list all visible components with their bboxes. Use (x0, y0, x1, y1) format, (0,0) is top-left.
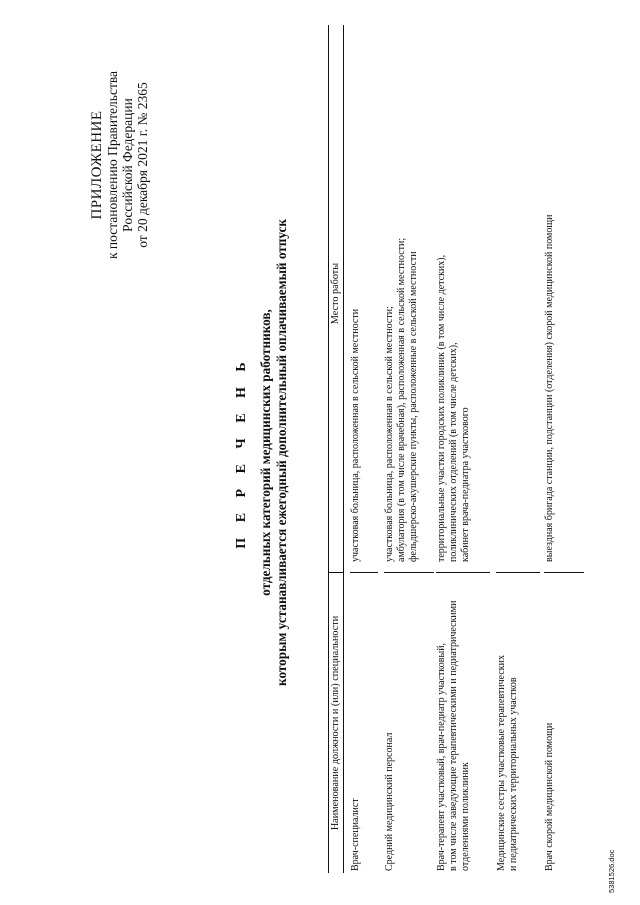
table-row (434, 25, 490, 873)
appendix-line-3: от 20 декабря 2021 г. № 2365 (135, 82, 150, 248)
workplace-text: амбулатория (в том числе врачебная), расположенная в сельской местности; (396, 237, 407, 562)
table-row (344, 25, 378, 873)
position-text: в том числе заведующие терапевтическими и педиатрическими (448, 600, 459, 871)
appendix-block (90, 0, 150, 330)
document-subtitle-2: которым устанавливается ежегодный дополнительный оплачиваемый отпуск (274, 219, 289, 686)
position-cell (544, 573, 584, 873)
workplace-text: фельдшерско-акушерские пункты, расположенные в сельской местности (408, 251, 419, 562)
workplace-cell (544, 25, 584, 573)
workplace-cell (384, 25, 434, 573)
workplace-cell (350, 25, 378, 573)
position-text: Медицинские сестры участковые терапевтических (496, 654, 507, 871)
workplace-text: участковая больница, расположенная в сельской местности; (384, 306, 395, 562)
position-text: Средний медицинский персонал (384, 732, 395, 871)
file-name-footer: 5381526.doc (607, 849, 616, 893)
position-text: отделениями поликлиник (460, 762, 471, 871)
table-row (490, 25, 540, 873)
position-text: Врач-терапевт участковый, врач-педиатр участковый, (436, 642, 447, 871)
document-title: П Е Р Е Ч Е Н Ь (234, 356, 249, 549)
position-cell (496, 573, 540, 873)
heading-block (234, 0, 290, 905)
appendix-title: ПРИЛОЖЕНИЕ (89, 110, 105, 220)
position-cell (350, 573, 378, 873)
header-position: Наименование должности и (или) специальности (330, 615, 341, 831)
position-text: Врач-специалист (350, 798, 361, 871)
position-cell (436, 573, 490, 873)
document-subtitle-1: отдельных категорий медицинских работников, (258, 309, 273, 596)
workplace-text: поликлинических отделений (в том числе детских), (448, 342, 459, 562)
workplace-text: выездная бригада станции, подстанции (отделения) скорой медицинской помощи (544, 214, 555, 562)
workplace-cell (496, 25, 540, 573)
workplace-text: территориальные участки городских поликлиник (в том числе детских), (436, 254, 447, 562)
table-header (329, 25, 344, 873)
position-text: Врач скорой медицинской помощи (544, 722, 555, 871)
appendix-line-1: к постановлению Правительства (105, 70, 120, 260)
table-row (378, 25, 434, 873)
workplace-text: кабинет врача-педиатра участкового (460, 407, 471, 562)
appendix-line-2: Российской Федерации (120, 98, 135, 232)
workplace-cell (436, 25, 490, 573)
workplace-text: участковая больница, расположенная в сельской местности (350, 308, 361, 562)
position-cell (384, 573, 434, 873)
header-workplace: Место работы (329, 25, 343, 573)
position-text: и педиатрических территориальных участков (508, 677, 519, 871)
staff-table (328, 25, 577, 873)
table-row (540, 25, 584, 873)
